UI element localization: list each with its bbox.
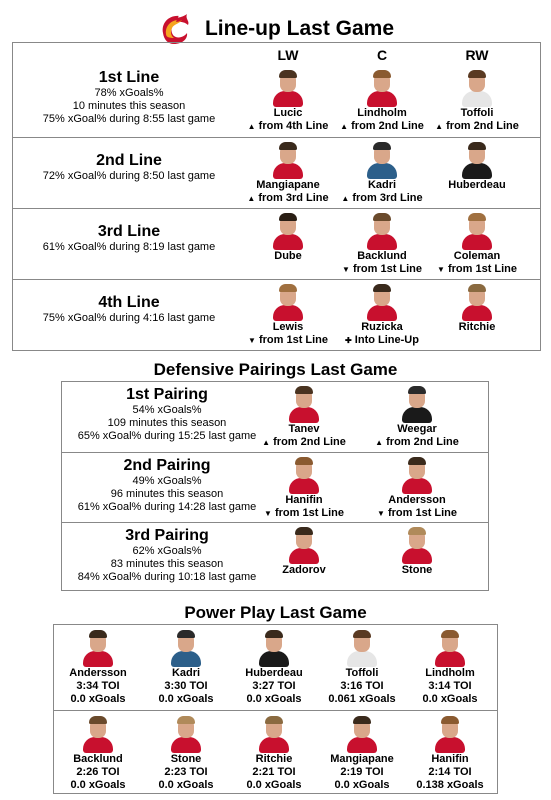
player-name: Backlund: [357, 250, 407, 262]
player-name: Andersson: [388, 494, 446, 506]
defensive-pairings-table: [61, 381, 489, 591]
powerplay-player-card: [54, 715, 142, 792]
player-toi: 3:30 TOI: [164, 680, 208, 692]
player-xgoals: 0.138 xGoals: [416, 779, 484, 791]
player-name: Hanifin: [285, 494, 323, 506]
arrow-up-icon: ▲: [262, 438, 271, 447]
arrow-up-icon: ▲: [247, 194, 256, 203]
jersey: [273, 305, 303, 321]
player-xgoals: 0.0 xGoals: [334, 779, 390, 791]
movement-text: from 3rd Line: [352, 192, 423, 204]
player-card: [432, 141, 522, 192]
player-card: [432, 212, 522, 276]
player-headshot: [270, 69, 306, 107]
jersey: [462, 91, 492, 107]
arrow-down-icon: ▼: [341, 265, 350, 274]
defense-pair-row: [62, 382, 488, 452]
player-name: Lindholm: [357, 107, 407, 119]
player-headshot: [286, 526, 322, 564]
hair: [295, 457, 313, 465]
jersey: [83, 737, 113, 753]
hair: [441, 716, 459, 724]
movement-text: from 3rd Line: [258, 192, 329, 204]
player-name: Lewis: [272, 321, 304, 333]
player-toi: 2:26 TOI: [76, 766, 120, 778]
powerplay-player-card: [54, 629, 142, 706]
player-movement: [259, 507, 349, 520]
hair: [468, 70, 486, 78]
player-name: Toffoli: [460, 107, 494, 119]
movement-text: from 2nd Line: [273, 436, 346, 448]
player-headshot: [459, 69, 495, 107]
arrow-up-icon: ▲: [435, 122, 444, 131]
jersey: [171, 651, 201, 667]
player-headshot: [364, 212, 400, 250]
jersey: [435, 737, 465, 753]
player-movement: [337, 120, 427, 133]
player-headshot: [286, 456, 322, 494]
movement-text: from 1st Line: [274, 507, 345, 519]
forward-line-row: [13, 279, 540, 350]
powerplay-row: [54, 625, 497, 710]
player-headshot: [399, 526, 435, 564]
jersey: [367, 91, 397, 107]
jersey: [273, 91, 303, 107]
pair-name: 1st Pairing: [126, 386, 208, 403]
player-xgoals: 0.061 xGoals: [328, 693, 396, 705]
player-card: [372, 526, 462, 577]
player-movement: [432, 263, 522, 276]
forward-lines-table: [12, 42, 541, 351]
player-movement: [337, 334, 427, 347]
player-name: Zadorov: [282, 564, 326, 576]
player-headshot: [270, 283, 306, 321]
player-card: [243, 141, 333, 205]
player-card: [372, 456, 462, 520]
movement-text: from 1st Line: [387, 507, 458, 519]
player-headshot: [364, 141, 400, 179]
hair: [468, 284, 486, 292]
player-movement: [243, 120, 333, 133]
pair-stat: 65% xGoal% during 15:25 last game: [77, 430, 257, 442]
movement-text: from 1st Line: [447, 263, 518, 275]
defense-pair-row: [62, 452, 488, 522]
player-name: Ritchie: [458, 321, 496, 333]
jersey: [402, 407, 432, 423]
pair-stat: 62% xGoals%: [132, 545, 202, 557]
line-name: 1st Line: [98, 69, 160, 86]
powerplay-player-card: [230, 629, 318, 706]
player-xgoals: 0.0 xGoals: [70, 779, 126, 791]
jersey: [462, 305, 492, 321]
hair: [373, 70, 391, 78]
hair: [408, 527, 426, 535]
forward-line-row: [13, 137, 540, 208]
hair: [353, 630, 371, 638]
player-headshot: [364, 69, 400, 107]
line-stat: 10 minutes this season: [72, 100, 186, 112]
player-name: Kadri: [171, 667, 201, 679]
player-card: [337, 141, 427, 205]
player-card: [243, 283, 333, 347]
hair: [468, 213, 486, 221]
arrow-up-icon: ▲: [341, 194, 350, 203]
player-headshot: [80, 715, 116, 753]
player-headshot: [459, 141, 495, 179]
jersey: [273, 163, 303, 179]
forward-line-row: [13, 208, 540, 279]
player-name: Backlund: [73, 753, 123, 765]
hair: [279, 284, 297, 292]
player-xgoals: 0.0 xGoals: [158, 779, 214, 791]
player-headshot: [168, 715, 204, 753]
player-card: [243, 69, 333, 133]
hair: [468, 142, 486, 150]
player-toi: 2:23 TOI: [164, 766, 208, 778]
player-name: Stone: [170, 753, 202, 765]
player-name: Huberdeau: [245, 667, 303, 679]
player-toi: 3:27 TOI: [252, 680, 296, 692]
hair: [89, 716, 107, 724]
player-card: [259, 526, 349, 577]
forward-line-row: [13, 43, 540, 137]
movement-text: from 2nd Line: [351, 120, 424, 132]
arrow-up-icon: ▲: [340, 122, 349, 131]
player-movement: [372, 436, 462, 449]
player-card: [372, 385, 462, 449]
jersey: [83, 651, 113, 667]
player-headshot: [286, 385, 322, 423]
player-headshot: [459, 212, 495, 250]
player-name: Weegar: [397, 423, 437, 435]
powerplay-section-title: Power Play Last Game: [184, 603, 367, 622]
hair: [353, 716, 371, 724]
powerplay-player-card: [142, 715, 230, 792]
player-name: Lucic: [273, 107, 303, 119]
player-movement: [243, 192, 333, 205]
hair: [441, 630, 459, 638]
player-headshot: [344, 715, 380, 753]
player-name: Stone: [401, 564, 433, 576]
column-header-lw: LW: [277, 47, 299, 63]
player-card: [432, 283, 522, 334]
jersey: [289, 407, 319, 423]
jersey: [273, 234, 303, 250]
player-headshot: [432, 629, 468, 667]
line-info: [13, 294, 245, 364]
hair: [177, 716, 195, 724]
arrow-down-icon: ▼: [247, 336, 256, 345]
player-headshot: [80, 629, 116, 667]
player-toi: 2:14 TOI: [428, 766, 472, 778]
pair-stat: 61% xGoal% during 14:28 last game: [77, 501, 257, 513]
player-headshot: [270, 141, 306, 179]
player-headshot: [432, 715, 468, 753]
column-header-c: C: [376, 47, 388, 63]
movement-text: from 2nd Line: [446, 120, 519, 132]
player-name: Ritchie: [255, 753, 293, 765]
arrow-up-icon: ▲: [375, 438, 384, 447]
player-card: [337, 212, 427, 276]
jersey: [171, 737, 201, 753]
player-movement: [372, 507, 462, 520]
pair-name: 3rd Pairing: [125, 527, 209, 544]
line-name: 2nd Line: [96, 152, 162, 169]
movement-text: from 4th Line: [258, 120, 329, 132]
movement-text: from 1st Line: [258, 334, 329, 346]
jersey: [259, 651, 289, 667]
column-header-rw: RW: [465, 47, 489, 63]
hair: [265, 630, 283, 638]
powerplay-player-card: [318, 715, 406, 792]
arrow-down-icon: ▼: [436, 265, 445, 274]
player-card: [259, 385, 349, 449]
plus-icon: ✚: [345, 336, 352, 345]
hair: [408, 386, 426, 394]
movement-text: from 2nd Line: [386, 436, 459, 448]
jersey: [347, 737, 377, 753]
hair: [279, 70, 297, 78]
player-name: Mangiapane: [256, 179, 320, 191]
player-movement: [337, 192, 427, 205]
player-name: Andersson: [69, 667, 127, 679]
player-toi: 2:21 TOI: [252, 766, 296, 778]
hair: [295, 386, 313, 394]
player-name: Lindholm: [425, 667, 475, 679]
hair: [373, 142, 391, 150]
player-movement: [259, 436, 349, 449]
hair: [373, 284, 391, 292]
hair: [408, 457, 426, 465]
powerplay-player-card: [230, 715, 318, 792]
movement-text: from 1st Line: [352, 263, 423, 275]
jersey: [367, 234, 397, 250]
player-toi: 3:14 TOI: [428, 680, 472, 692]
player-name: Hanifin: [431, 753, 469, 765]
arrow-down-icon: ▼: [376, 509, 385, 518]
jersey: [347, 651, 377, 667]
pair-stat: 49% xGoals%: [132, 475, 202, 487]
player-name: Ruzicka: [361, 321, 403, 333]
player-headshot: [399, 385, 435, 423]
player-headshot: [344, 629, 380, 667]
player-card: [337, 69, 427, 133]
powerplay-row: [54, 710, 497, 795]
powerplay-table: [53, 624, 498, 794]
player-name: Mangiapane: [330, 753, 394, 765]
player-name: Tanev: [288, 423, 320, 435]
jersey: [367, 305, 397, 321]
pair-stat: 83 minutes this season: [110, 558, 224, 570]
pair-stat: 109 minutes this season: [107, 417, 227, 429]
jersey: [402, 548, 432, 564]
player-movement: [432, 120, 522, 133]
player-card: [259, 456, 349, 520]
player-headshot: [256, 629, 292, 667]
page-title: Line-up Last Game: [204, 17, 395, 40]
line-stat: 75% xGoal% during 4:16 last game: [42, 312, 216, 324]
player-name: Dube: [274, 250, 302, 262]
line-stat: 75% xGoal% during 8:55 last game: [42, 113, 216, 125]
player-headshot: [399, 456, 435, 494]
jersey: [435, 651, 465, 667]
player-toi: 2:19 TOI: [340, 766, 384, 778]
hair: [279, 213, 297, 221]
player-movement: [243, 334, 333, 347]
arrow-down-icon: ▼: [263, 509, 272, 518]
powerplay-player-card: [318, 629, 406, 706]
jersey: [462, 163, 492, 179]
header: [0, 12, 551, 46]
defense-pair-row: [62, 522, 488, 592]
player-toi: 3:16 TOI: [340, 680, 384, 692]
jersey: [259, 737, 289, 753]
player-headshot: [256, 715, 292, 753]
player-movement: [337, 263, 427, 276]
player-xgoals: 0.0 xGoals: [246, 693, 302, 705]
pair-info: [62, 453, 272, 523]
player-name: Huberdeau: [448, 179, 506, 191]
hair: [265, 716, 283, 724]
player-name: Coleman: [453, 250, 501, 262]
hair: [89, 630, 107, 638]
hair: [177, 630, 195, 638]
line-info: [13, 69, 245, 139]
player-headshot: [168, 629, 204, 667]
line-name: 4th Line: [98, 294, 160, 311]
jersey: [402, 478, 432, 494]
powerplay-player-card: [142, 629, 230, 706]
player-headshot: [364, 283, 400, 321]
player-name: Toffoli: [345, 667, 379, 679]
player-xgoals: 0.0 xGoals: [246, 779, 302, 791]
player-card: [432, 69, 522, 133]
powerplay-player-card: [406, 629, 494, 706]
hair: [295, 527, 313, 535]
flaming-c-logo: [157, 13, 193, 45]
player-toi: 3:34 TOI: [76, 680, 120, 692]
movement-text: Into Line-Up: [354, 334, 419, 346]
pair-info: [62, 382, 272, 452]
player-xgoals: 0.0 xGoals: [70, 693, 126, 705]
player-headshot: [459, 283, 495, 321]
player-headshot: [270, 212, 306, 250]
line-stat: 61% xGoal% during 8:19 last game: [42, 241, 216, 253]
jersey: [367, 163, 397, 179]
pair-stat: 96 minutes this season: [110, 488, 224, 500]
player-xgoals: 0.0 xGoals: [158, 693, 214, 705]
hair: [279, 142, 297, 150]
defense-section-title: Defensive Pairings Last Game: [153, 360, 398, 379]
pair-info: [62, 523, 272, 593]
line-name: 3rd Line: [97, 223, 161, 240]
player-card: [337, 283, 427, 347]
jersey: [289, 478, 319, 494]
jersey: [289, 548, 319, 564]
powerplay-player-card: [406, 715, 494, 792]
jersey: [462, 234, 492, 250]
line-stat: 78% xGoals%: [94, 87, 164, 99]
player-card: [243, 212, 333, 263]
pair-name: 2nd Pairing: [123, 457, 211, 474]
player-xgoals: 0.0 xGoals: [422, 693, 478, 705]
pair-stat: 84% xGoal% during 10:18 last game: [77, 571, 257, 583]
player-name: Kadri: [367, 179, 397, 191]
pair-stat: 54% xGoals%: [132, 404, 202, 416]
line-stat: 72% xGoal% during 8:50 last game: [42, 170, 216, 182]
hair: [373, 213, 391, 221]
arrow-up-icon: ▲: [247, 122, 256, 131]
